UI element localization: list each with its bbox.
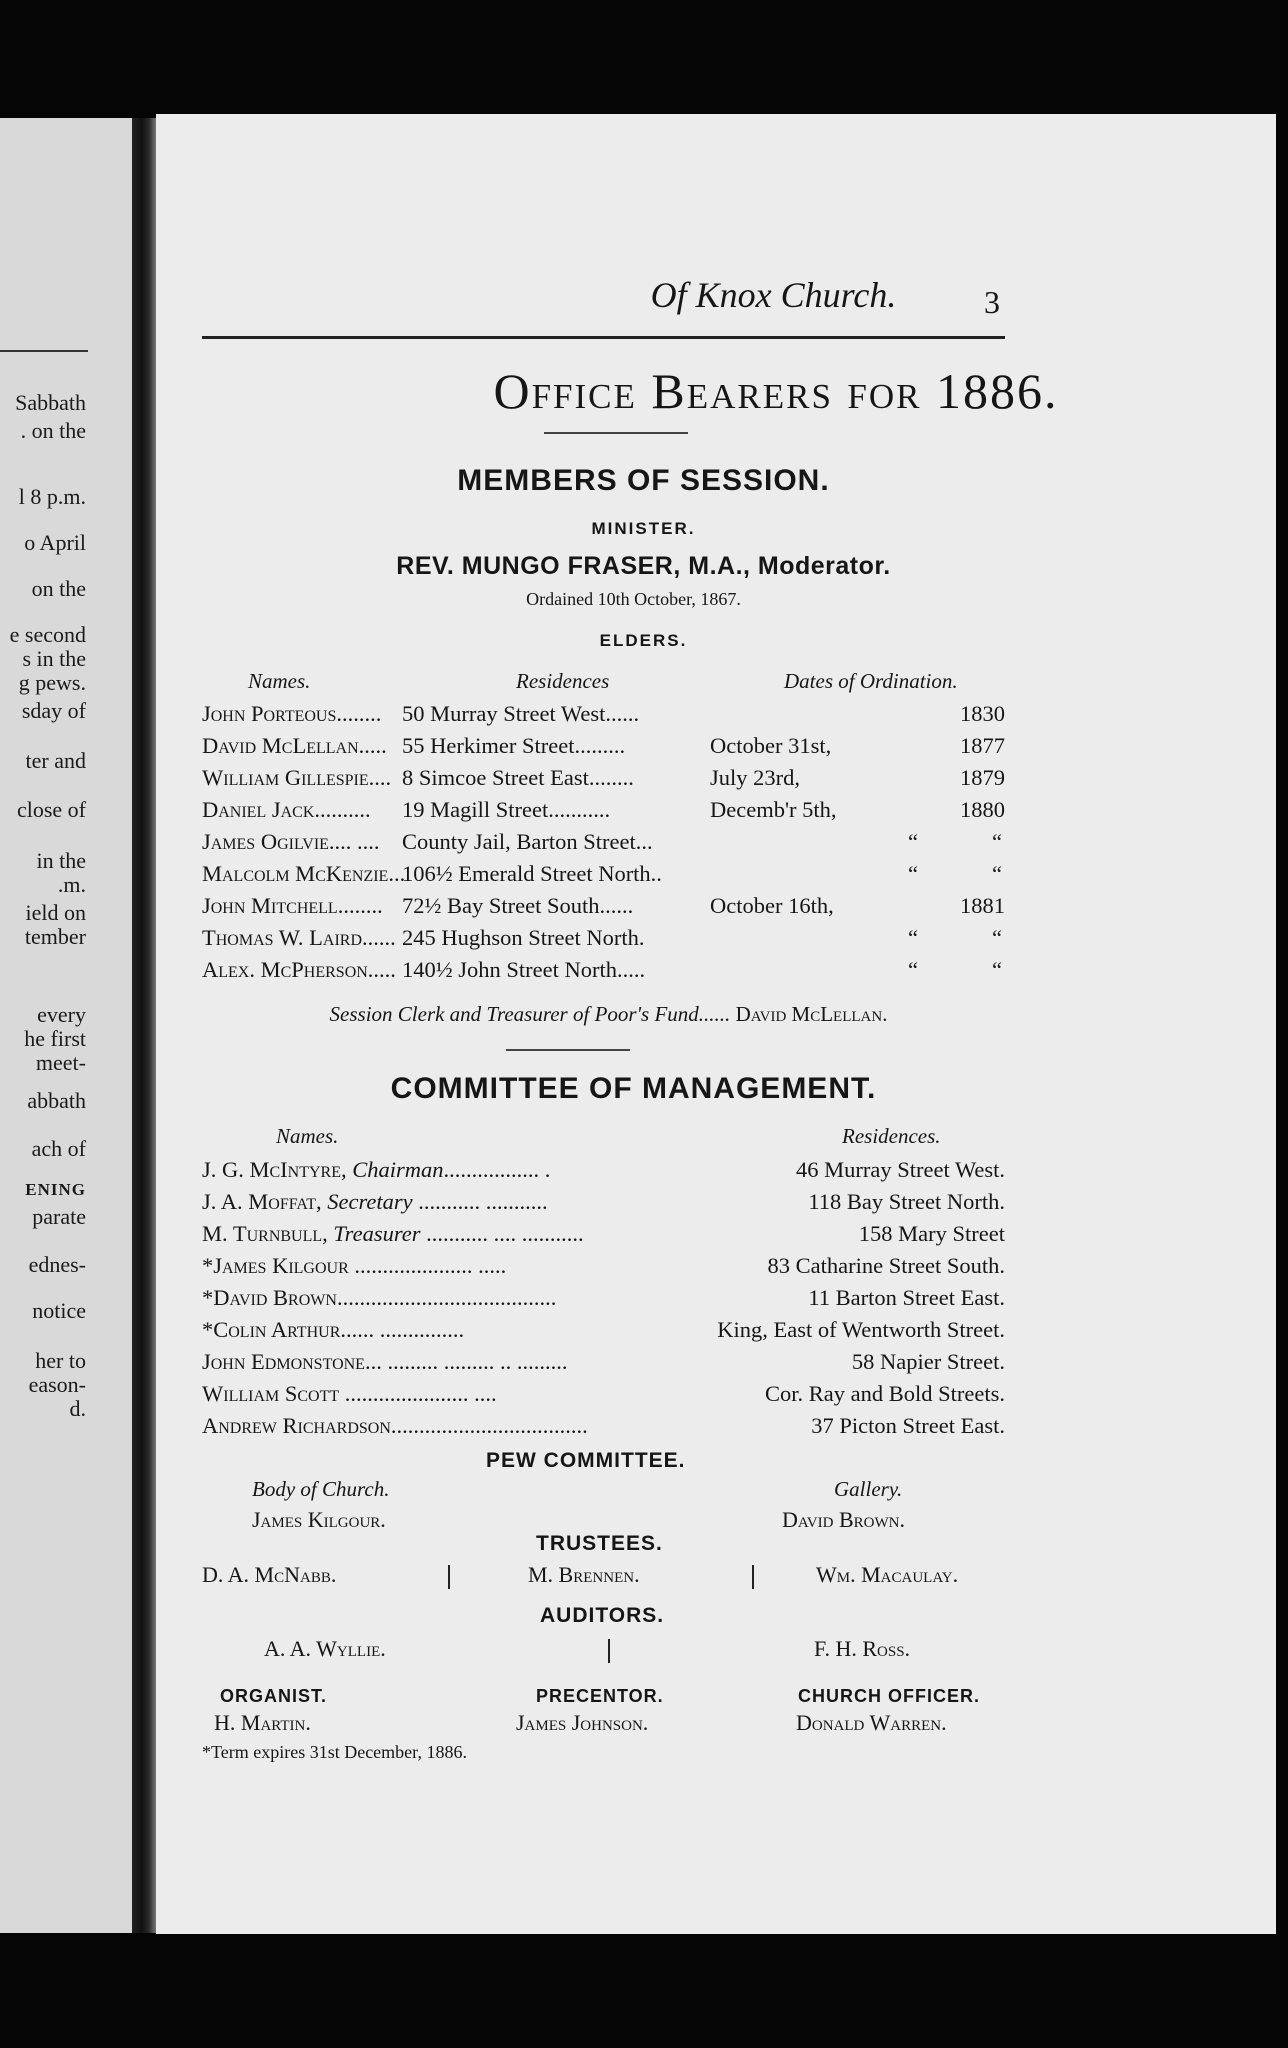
elder-year: 1830	[960, 701, 1005, 726]
elder-year: “	[992, 861, 1002, 886]
elder-date: October 31st,	[710, 733, 832, 758]
elders-label: ELDERS.	[599, 631, 688, 650]
left-page-fragment: l 8 p.m.	[18, 484, 86, 509]
left-page-fragment: ter and	[25, 748, 86, 773]
member-name: *James Kilgour	[202, 1253, 349, 1278]
left-page-fragment: ield on	[25, 900, 86, 925]
separator-bar	[448, 1565, 450, 1589]
organist-label: ORGANIST.	[220, 1686, 328, 1706]
pew-committee-heading: PEW COMMITTEE.	[486, 1449, 686, 1472]
member-residence: 37 Picton Street East.	[811, 1413, 1005, 1438]
elder-residence: 19 Magill Street...........	[402, 797, 611, 822]
elder-row	[202, 701, 1005, 733]
elder-year: 1880	[960, 797, 1005, 822]
auditors-heading: AUDITORS.	[540, 1604, 665, 1627]
committee-row	[202, 1349, 1005, 1381]
member-leader-dots: ...................... ....	[339, 1381, 497, 1406]
elder-row	[202, 893, 1005, 925]
member-name: William Scott	[202, 1381, 340, 1406]
left-page-fragment: tember	[24, 924, 86, 949]
left-page-fragment: sday of	[21, 698, 86, 723]
member-residence: 11 Barton Street East.	[808, 1285, 1005, 1310]
elder-name: David McLellan.....	[202, 733, 387, 758]
member-leader-dots: ........... ...........	[412, 1189, 548, 1214]
left-page-fragment: Sabbath	[15, 390, 86, 415]
elder-row	[202, 797, 1005, 829]
left-page-fragment: in the	[36, 848, 86, 873]
page-number: 3	[984, 284, 1000, 320]
minister-label: MINISTER.	[591, 519, 696, 538]
left-page-fragment: ENING	[25, 1180, 86, 1199]
member-name: J. G. McIntyre,	[202, 1157, 347, 1182]
header-rule	[202, 336, 1005, 339]
committee-row	[202, 1221, 1005, 1253]
elder-name: Malcolm McKenzie...	[202, 861, 406, 886]
pew-body-label: Body of Church.	[252, 1477, 390, 1501]
minister-name: REV. MUNGO FRASER, M.A., Moderator.	[396, 552, 891, 580]
elders-col-dates: Dates of Ordination.	[784, 669, 958, 693]
left-page-fragment: ednes-	[28, 1252, 86, 1277]
left-page-fragment: ach of	[31, 1136, 86, 1161]
elder-date: July 23rd,	[710, 765, 800, 790]
main-title: Office Bearers for 1886.	[493, 363, 1059, 419]
elder-date: “	[908, 861, 918, 886]
elder-year: “	[992, 925, 1002, 950]
member-leader-dots: ..................... .....	[348, 1253, 507, 1278]
running-title: Of Knox Church.	[650, 275, 897, 315]
left-page-fragment: parate	[32, 1204, 86, 1229]
ordained-date: Ordained 10th October, 1867.	[526, 589, 741, 609]
elder-residence: 72½ Bay Street South......	[402, 893, 634, 918]
pew-gallery-label: Gallery.	[834, 1477, 903, 1501]
elder-name: John Mitchell........	[202, 893, 383, 918]
church-officer-name: Donald Warren.	[796, 1710, 947, 1735]
member-name: M. Turnbull,	[202, 1221, 328, 1246]
elder-name: John Porteous........	[202, 701, 382, 726]
member-residence: 118 Bay Street North.	[808, 1189, 1005, 1214]
elder-name: Thomas W. Laird......	[202, 925, 396, 950]
elder-residence: 8 Simcoe Street East........	[402, 765, 634, 790]
member-residence: 158 Mary Street	[858, 1221, 1005, 1246]
precentor-label: PRECENTOR.	[536, 1686, 664, 1706]
pew-gallery-name: David Brown.	[782, 1507, 905, 1532]
separator-bar	[608, 1639, 610, 1663]
trustees-heading: TRUSTEES.	[536, 1532, 663, 1555]
elder-year: “	[992, 829, 1002, 854]
member-leader-dots: ...................................	[390, 1413, 588, 1438]
elder-row	[202, 861, 1005, 893]
elder-row	[202, 765, 1005, 797]
session-divider	[506, 1049, 630, 1051]
committee-col-names: Names.	[276, 1124, 339, 1148]
church-officer-label: CHURCH OFFICER.	[798, 1686, 980, 1706]
organist-name: H. Martin.	[214, 1710, 311, 1735]
elder-year: 1877	[960, 733, 1005, 758]
member-name: *Colin Arthur	[202, 1317, 341, 1342]
separator-bar	[752, 1565, 754, 1589]
committee-row	[202, 1317, 1005, 1349]
elder-row	[202, 925, 1005, 957]
left-page-fragment: e second	[9, 622, 86, 647]
member-residence: 46 Murray Street West.	[796, 1157, 1005, 1182]
left-page-fragment: . on the	[20, 418, 86, 443]
elder-date: “	[908, 829, 918, 854]
elder-name: William Gillespie....	[202, 765, 392, 790]
left-page-fragment: o April	[24, 530, 86, 555]
elder-name: James Ogilvie.... ....	[202, 829, 380, 854]
elder-row	[202, 957, 1005, 989]
footnote: *Term expires 31st December, 1886.	[202, 1742, 467, 1762]
elder-residence: 106½ Emerald Street North..	[402, 861, 662, 886]
member-role: Secretary	[327, 1189, 413, 1214]
elder-date: “	[908, 957, 918, 982]
elder-name: Alex. McPherson.....	[202, 957, 396, 982]
session-heading: MEMBERS OF SESSION.	[457, 464, 830, 497]
member-residence: Cor. Ray and Bold Streets.	[765, 1381, 1005, 1406]
elder-date: “	[908, 925, 918, 950]
member-name: Andrew Richardson	[202, 1413, 391, 1438]
committee-row	[202, 1381, 1005, 1413]
auditor-name: A. A. Wyllie.	[264, 1636, 386, 1661]
elders-col-residences: Residences	[516, 669, 610, 693]
committee-col-residences: Residences.	[842, 1124, 941, 1148]
left-page-fragment: abbath	[27, 1088, 86, 1113]
committee-heading: COMMITTEE OF MANAGEMENT.	[390, 1072, 877, 1105]
page	[156, 114, 1276, 1934]
pew-body-name: James Kilgour.	[252, 1507, 386, 1532]
elder-residence: County Jail, Barton Street...	[402, 829, 653, 854]
left-page-fragment: every	[37, 1002, 86, 1027]
member-leader-dots: ........... .... ...........	[420, 1221, 584, 1246]
left-page-fragment: on the	[31, 576, 86, 601]
elder-residence: 140½ John Street North.....	[402, 957, 646, 982]
elder-year: “	[992, 957, 1002, 982]
elder-year: 1881	[960, 893, 1005, 918]
member-leader-dots: ...... ...............	[340, 1317, 465, 1342]
trustee-name: Wm. Macaulay.	[816, 1562, 959, 1587]
committee-row	[202, 1157, 1005, 1189]
elder-date: Decemb'r 5th,	[710, 797, 837, 822]
committee-row	[202, 1253, 1005, 1285]
member-residence: King, East of Wentworth Street.	[717, 1317, 1005, 1342]
member-role: Chairman	[352, 1157, 444, 1182]
left-page-fragment: notice	[32, 1298, 86, 1323]
member-residence: 83 Catharine Street South.	[767, 1253, 1005, 1278]
elder-name: Daniel Jack..........	[202, 797, 371, 822]
left-page-fragment: g pews.	[18, 670, 86, 695]
member-name: John Edmonstone	[202, 1349, 365, 1374]
member-name: J. A. Moffat,	[202, 1189, 322, 1214]
clerk-name: David McLellan.	[735, 1002, 888, 1026]
book-spine	[132, 118, 156, 1933]
elder-residence: 55 Herkimer Street.........	[402, 733, 626, 758]
left-page-fragment: her to	[35, 1348, 86, 1373]
left-page-fragment: eason-	[28, 1372, 86, 1397]
member-role: Treasurer	[333, 1221, 421, 1246]
member-leader-dots: ... ......... ......... .. .........	[364, 1349, 568, 1374]
elder-residence: 245 Hughson Street North.	[402, 925, 645, 950]
session-clerk-line	[212, 1002, 1005, 1027]
elder-row	[202, 829, 1005, 861]
elder-year: 1879	[960, 765, 1005, 790]
left-page-fragment: close of	[16, 797, 86, 822]
clerk-label: Session Clerk and Treasurer of Poor's Fund......	[329, 1002, 731, 1026]
left-page-strip	[0, 118, 138, 1933]
left-page-fragment: s in the	[22, 646, 86, 671]
elders-col-names: Names.	[248, 669, 311, 693]
left-page-fragment: .m.	[57, 872, 86, 897]
committee-row	[202, 1285, 1005, 1317]
auditor-name: F. H. Ross.	[814, 1636, 911, 1661]
member-residence: 58 Napier Street.	[851, 1349, 1005, 1374]
member-name: *David Brown	[202, 1285, 337, 1310]
committee-row	[202, 1189, 1005, 1221]
trustee-name: M. Brennen.	[528, 1562, 640, 1587]
elder-date: October 16th,	[710, 893, 834, 918]
left-page-rule	[0, 350, 88, 352]
left-page-fragment: he first	[24, 1026, 86, 1051]
left-page-fragment: d.	[69, 1396, 86, 1421]
trustee-name: D. A. McNabb.	[202, 1562, 337, 1587]
left-page-fragment: meet-	[35, 1050, 86, 1075]
elder-residence: 50 Murray Street West......	[402, 701, 640, 726]
elder-row	[202, 733, 1005, 765]
title-divider	[544, 432, 688, 434]
member-leader-dots: .......................................	[336, 1285, 557, 1310]
member-leader-dots: ................. .	[443, 1157, 551, 1182]
precentor-name: James Johnson.	[516, 1710, 649, 1735]
committee-row	[202, 1413, 1005, 1445]
